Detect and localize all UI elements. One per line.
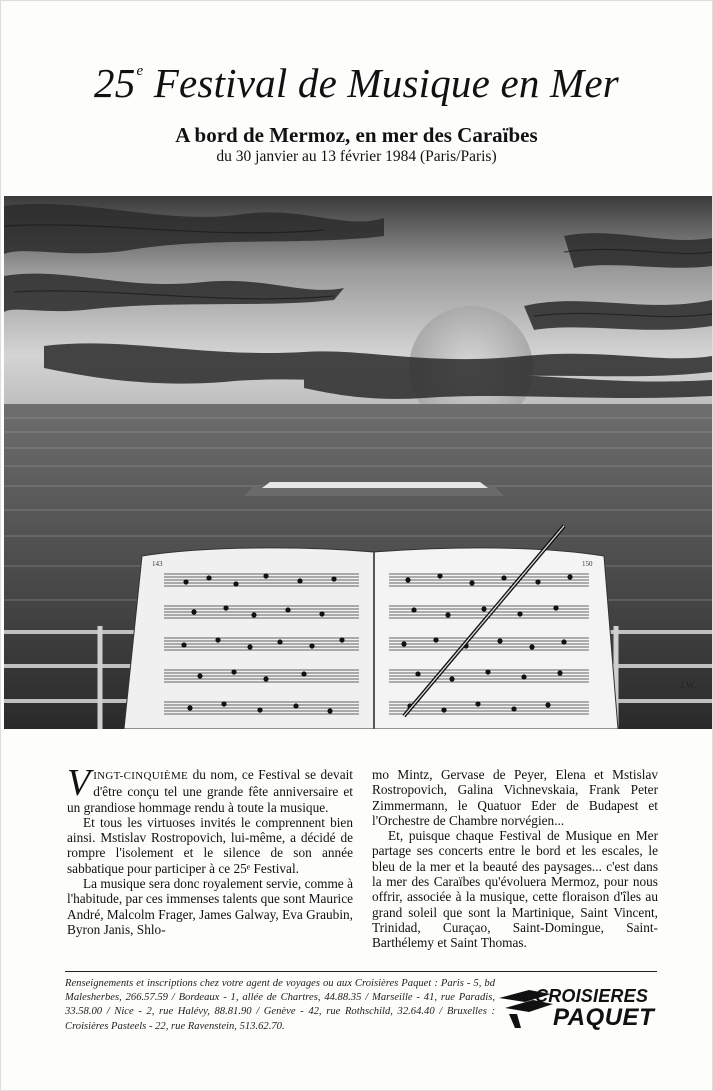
article-paragraph-1 [67,762,353,815]
logo-line-1: CROISIERES [535,986,649,1006]
booking-info: Renseignements et inscriptions chez votre agent de voyages ou aux Croisières Paquet : Paris - 5, bd Malesherbes, 266.57.59 / Bordeaux - 1, allée de Chartres, 44.88.35 / Marseille - 41, rue Paradis, 33.58.00 / Nice - 2, rue Halévy, 88.81.90 / Genève - 42, rue Rothschild, 32.64.40 / Bruxelles : Croisières Pasteels - 22, rue Ravenstein, 513.62.70. [65,978,495,1032]
lead-smallcaps: INGT-CINQUIÈME [93,770,189,782]
artist-signature: J.W. [680,680,696,690]
article-paragraph-3-continued: mo Mintz, Gervase de Peyer, Elena et Mstislav Rostropovich, Galina Vichnevskaia, Frank Peter Zimmermann, le Quatuor Eder de Budapest et l'Orchestre de Chambre norvégien... [372,767,658,828]
article-paragraph-2: Et tous les virtuoses invités le comprennent bien ainsi. Mstislav Rostropovich, lui-même, a décidé de rompre l'isolement et le silence de son année sabbatique pour participer à ce 25ᵉ Festival. [67,814,353,876]
paragraph-1-text: du nom, ce Festival se devait d'être conçu tel une grande fête anniversaire et un grandiose hommage rendu à toute la musique. [67,767,353,815]
logo-line-2: PAQUET [553,1004,655,1031]
score-page-number-left: 143 [152,560,163,568]
title-text: Festival de Musique en Mer [153,60,619,106]
festival-dates: du 30 janvier au 13 février 1984 (Paris/Paris) [216,148,497,165]
sea-music-stand-illustration [4,196,712,729]
title-number: 25 [94,60,136,106]
article-paragraph-4: Et, puisque chaque Festival de Musique en Mer partage ses concerts entre le bord et les escales, le bleu de la mer et la beauté des paysages... c'est dans la mer des Caraïbes qu'évoluera Mermoz, pour nous offrir, associée à la musique, cette floraison d'îles au grand soleil que sont la Martinique, Saint Vincent, Trinidad, Curaçao, Saint-Domingue, Saint-Barthélemy et Saint Thomas. [372,828,658,951]
croisieres-paquet-logo [495,984,665,1030]
subtitle: A bord de Mermoz, en mer des Caraïbes [175,123,538,147]
page-title [1,60,712,106]
title-superscript: e [136,63,144,79]
drop-cap: V [67,762,91,804]
score-page-number-right: 150 [582,560,593,568]
footer-divider [65,971,657,972]
article-column-right [372,767,658,951]
article-column-left [67,762,353,937]
article-paragraph-3: La musique sera donc royalement servie, comme à l'habitude, par ces immenses talents que sont Maurice André, Malcolm Frager, James Galway, Eva Graubin, Byron Janis, Shlo- [67,876,353,937]
